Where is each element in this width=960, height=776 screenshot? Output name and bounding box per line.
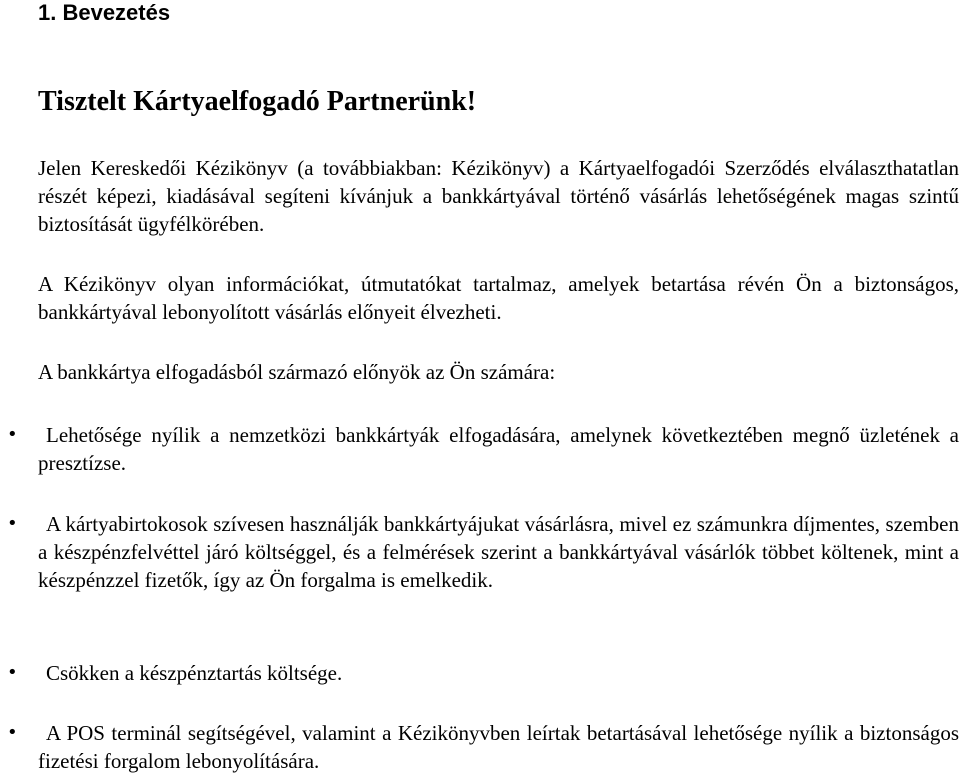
list-item-text: A POS terminál segítségével, valamint a Kézikönyvben leírtak betartásával lehetősége nyílik a biztonságos fizetési forgalom lebonyolítására. <box>38 721 959 773</box>
intro-paragraph: Jelen Kereskedői Kézikönyv (a továbbiakban: Kézikönyv) a Kártyaelfogadói Szerződés elválaszthatatlan részét képezi, kiadásával segíteni kívánjuk a bankkártyával történő vásárlás lehetőségének magas szintű biztosítását ügyfélkörében. <box>38 156 959 236</box>
manual-paragraph: A Kézikönyv olyan információkat, útmutatókat tartalmaz, amelyek betartása révén Ön a biztonságos, bankkártyával lebonyolított vásárlás előnyeit élvezheti. <box>38 272 959 324</box>
list-item-text: Lehetősége nyílik a nemzetközi bankkártyák elfogadására, amelynek következtében megnő üzletének a presztízse. <box>38 423 959 475</box>
bullet-icon: • <box>7 662 18 683</box>
section-heading: 1. Bevezetés <box>38 0 171 25</box>
list-item-text: Csökken a készpénztartás költsége. <box>46 661 343 685</box>
bullet-icon: • <box>7 424 18 445</box>
bullet-icon: • <box>7 722 18 743</box>
benefits-intro: A bankkártya elfogadásból származó előnyök az Ön számára: <box>38 360 556 384</box>
list-item-text: A kártyabirtokosok szívesen használják bankkártyájukat vásárlásra, mivel ez számunkra díjmentes, szemben a készpénzfelvéttel járó költséggel, és a felmérések szerint a bankkártyával vásárlók többet költenek, mint a készpénzzel fizetők, így az Ön forgalma is emelkedik. <box>38 512 959 592</box>
bullet-icon: • <box>7 513 18 534</box>
greeting-heading: Tisztelt Kártyaelfogadó Partnerünk! <box>38 86 477 117</box>
